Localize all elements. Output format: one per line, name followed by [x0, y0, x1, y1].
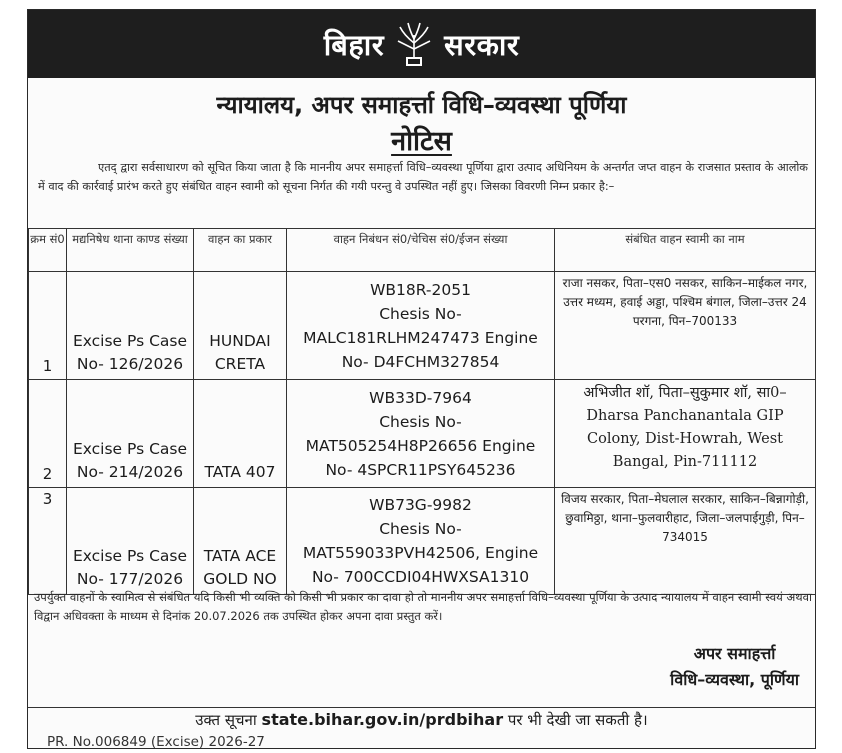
footer-suffix: पर भी देखी जा सकती है। — [507, 711, 648, 729]
table-row — [29, 272, 816, 380]
row-vehicle-type: TATA 407 — [194, 380, 287, 488]
pr-number: PR. No.006849 (Excise) 2026-27 — [47, 734, 265, 750]
row-registration: WB18R-2051 Chesis No- MALC181RLHM247473 Engine No- D4FCHM327854 — [287, 272, 555, 380]
banner-left-word: बिहार — [323, 27, 385, 62]
bodhi-tree-emblem-icon — [394, 21, 434, 67]
row-serial: 3 — [29, 488, 67, 595]
office-heading: न्यायालय, अपर समाहर्त्ता विधि–व्यवस्था पूर्णिया — [216, 91, 627, 119]
vehicle-table — [28, 228, 816, 595]
intro-paragraph: एतद् द्वारा सर्वसाधारण को सूचित किया जाता है कि माननीय अपर समाहर्त्ता विधि–व्यवस्था पूर्णिया द्वारा उत्पाद अधिनियम के अन्तर्गत जप्त वाहन के राजसात प्रस्ताव के आलोक में वाद की कार्रवाई प्रारंभ करते हुए संबंधित वाहन स्वामी को सूचना निर्गत की गयी परन्तु वे उपस्थित नहीं हुए। जिसका विवरणी निम्न प्रकार है:– — [38, 161, 808, 193]
footer-url-link[interactable]: state.bihar.gov.in/prdbihar — [261, 710, 504, 729]
footer-line — [28, 710, 815, 730]
closing-paragraph: उपर्युक्त वाहनों के स्वामित्व से संबंधित यदि किसी भी व्यक्ति को किसी भी प्रकार का दावा हो तो माननीय अपर समाहर्त्ता विधि–व्यवस्था पूर्णिया के उत्पाद न्यायालय में वाहन स्वामी स्वयं अथवा विद्वान अधिवक्ता के माध्यम से दिनांक 20.07.2026 तक उपस्थित होकर अपना दावा प्रस्तुत करें। — [34, 590, 812, 623]
row-serial: 1 — [29, 272, 67, 380]
notice-title: नोटिस — [391, 126, 452, 157]
footer-prefix: उक्त सूचना — [195, 711, 257, 729]
header-case-number: मद्यनिषेध थाना काण्ड संख्या — [67, 229, 194, 272]
header-owner: संबंधित वाहन स्वामी का नाम — [555, 229, 816, 272]
table-row — [29, 488, 816, 595]
table-row — [29, 380, 816, 488]
row-owner: विजय सरकार, पिता–मेघलाल सरकार, साकिन–बिन्नागोड़ी, छुवामिठ्ठा, थाना–फुलवारीहाट, जिला–जलपाईगुड़ी, पिन–734015 — [555, 488, 816, 595]
footer-divider — [28, 707, 815, 708]
row-serial: 2 — [29, 380, 67, 488]
row-case-number: Excise Ps Case No- 126/2026 — [67, 272, 194, 380]
signature-block — [670, 641, 799, 693]
row-registration: WB33D-7964 Chesis No- MAT505254H8P26656 Engine No- 4SPCR11PSY645236 — [287, 380, 555, 488]
banner-right-word: सरकार — [444, 27, 520, 62]
table-header-row — [29, 229, 816, 272]
row-registration: WB73G-9982 Chesis No- MAT559033PVH42506, Engine No- 700CCDI04HWXSA1310 — [287, 488, 555, 595]
row-vehicle-type: HUNDAI CRETA — [194, 272, 287, 380]
header-vehicle-type: वाहन का प्रकार — [194, 229, 287, 272]
row-owner: राजा नसकर, पिता–एस0 नसकर, साकिन–माईकल नगर, उत्तर मध्यम, हवाई अड्डा, पश्चिम बंगाल, जिला–उत्तर 24 परगना, पिन–700133 — [555, 272, 816, 380]
government-banner — [28, 10, 815, 78]
row-vehicle-type: TATA ACE GOLD NO — [194, 488, 287, 595]
signature-designation: अपर समाहर्त्ता — [693, 644, 776, 663]
row-case-number: Excise Ps Case No- 214/2026 — [67, 380, 194, 488]
header-serial: क्रम सं0 — [29, 229, 67, 272]
header-registration: वाहन निबंधन सं0/चेचिस सं0/ईजन संख्या — [287, 229, 555, 272]
notice-sheet — [27, 9, 816, 749]
signature-office: विधि–व्यवस्था, पूर्णिया — [670, 670, 799, 689]
row-case-number: Excise Ps Case No- 177/2026 — [67, 488, 194, 595]
row-owner: अभिजीत शॉ, पिता–सुकुमार शॉ, सा0–Dharsa Panchanantala GIP Colony, Dist-Howrah, West Bangal, Pin-711112 — [555, 380, 816, 488]
